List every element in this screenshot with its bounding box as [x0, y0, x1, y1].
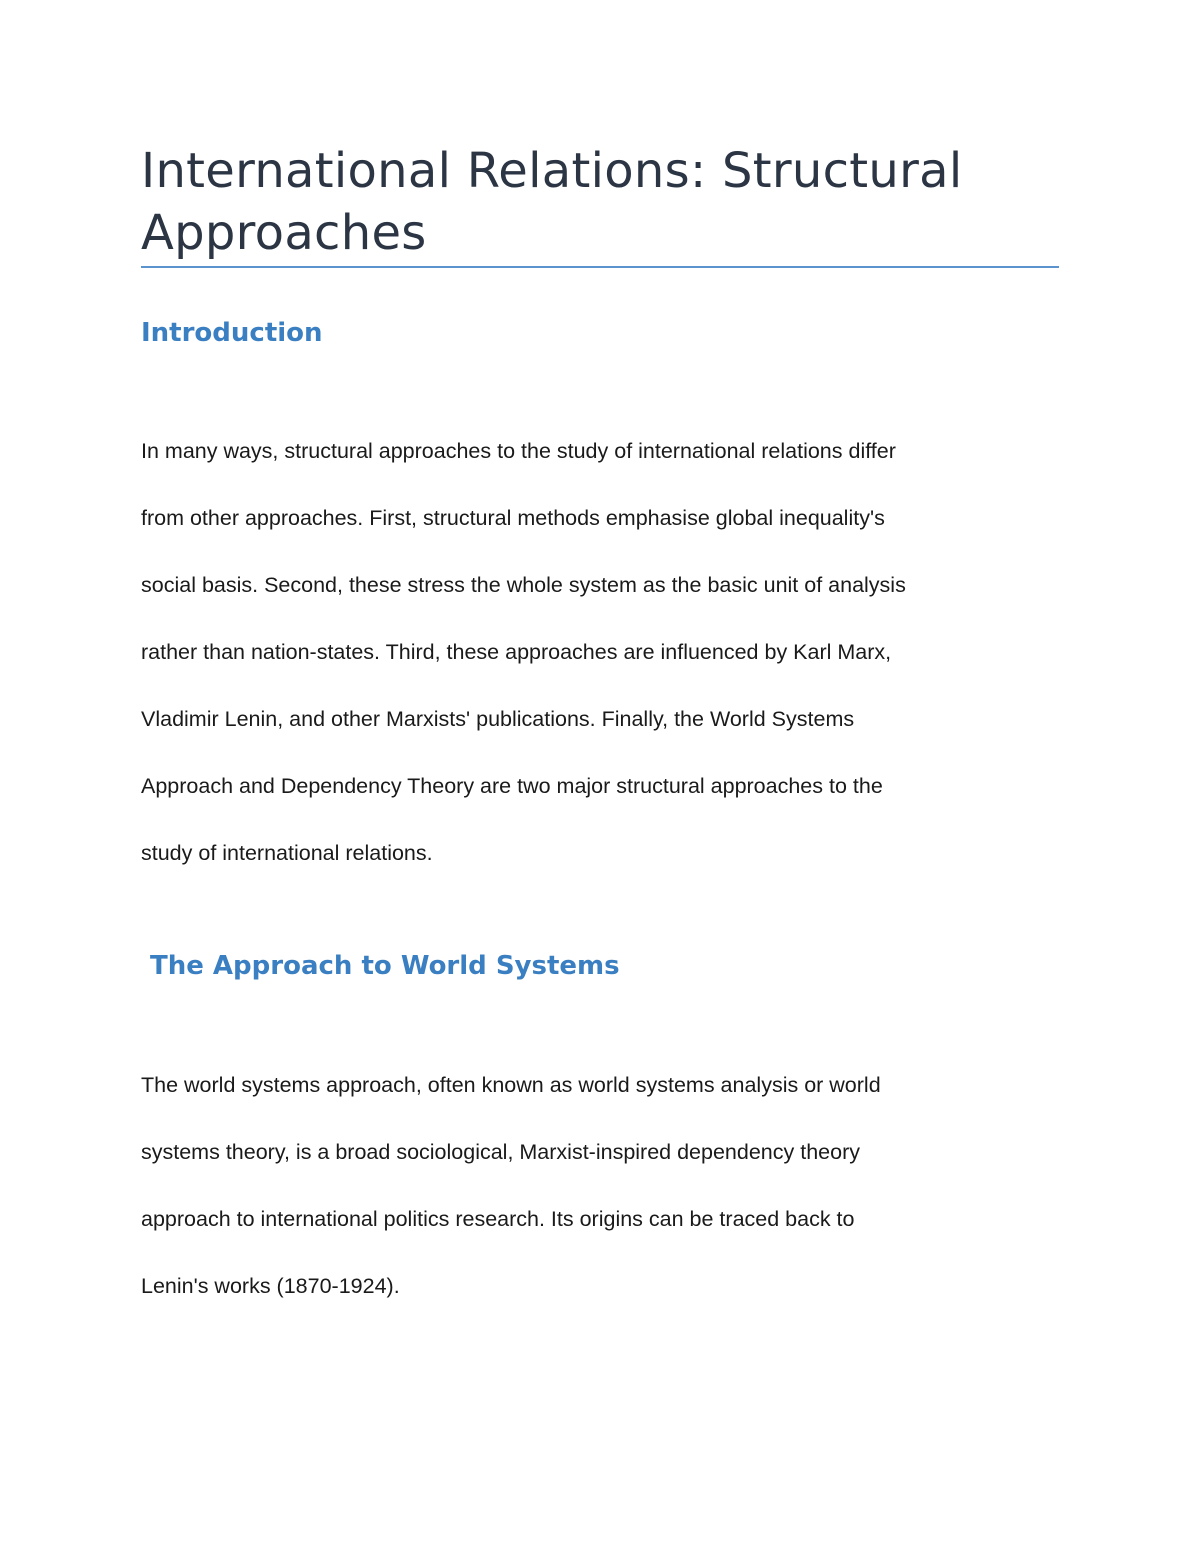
paragraph-line: The world systems approach, often known as world systems analysis or world	[141, 1073, 881, 1097]
paragraph-line: Vladimir Lenin, and other Marxists' publications. Finally, the World Systems	[141, 707, 855, 731]
paragraph-line: rather than nation-states. Third, these approaches are influenced by Karl Marx,	[141, 640, 892, 664]
paragraph-line: social basis. Second, these stress the whole system as the basic unit of analysis	[141, 573, 906, 597]
paragraph-line: approach to international politics research. Its origins can be traced back to	[141, 1207, 855, 1231]
paragraph-line: Lenin's works (1870-1924).	[141, 1274, 400, 1298]
section-paragraph-world-systems	[141, 1070, 1081, 1338]
paragraph-line: from other approaches. First, structural methods emphasise global inequality's	[141, 506, 885, 530]
title-underline-divider	[141, 266, 1059, 268]
section-paragraph-introduction	[141, 436, 1081, 905]
document-title-line: Approaches	[141, 205, 427, 261]
paragraph-line: systems theory, is a broad sociological, Marxist-inspired dependency theory	[141, 1140, 860, 1164]
paragraph-line: Approach and Dependency Theory are two major structural approaches to the	[141, 774, 883, 798]
document-title-line: International Relations: Structural	[141, 143, 963, 199]
document-title	[141, 140, 1061, 264]
paragraph-line: study of international relations.	[141, 841, 433, 865]
section-heading-world-systems: The Approach to World Systems	[150, 951, 620, 981]
paragraph-line: In many ways, structural approaches to the study of international relations differ	[141, 439, 896, 463]
section-heading-introduction: Introduction	[141, 318, 323, 348]
